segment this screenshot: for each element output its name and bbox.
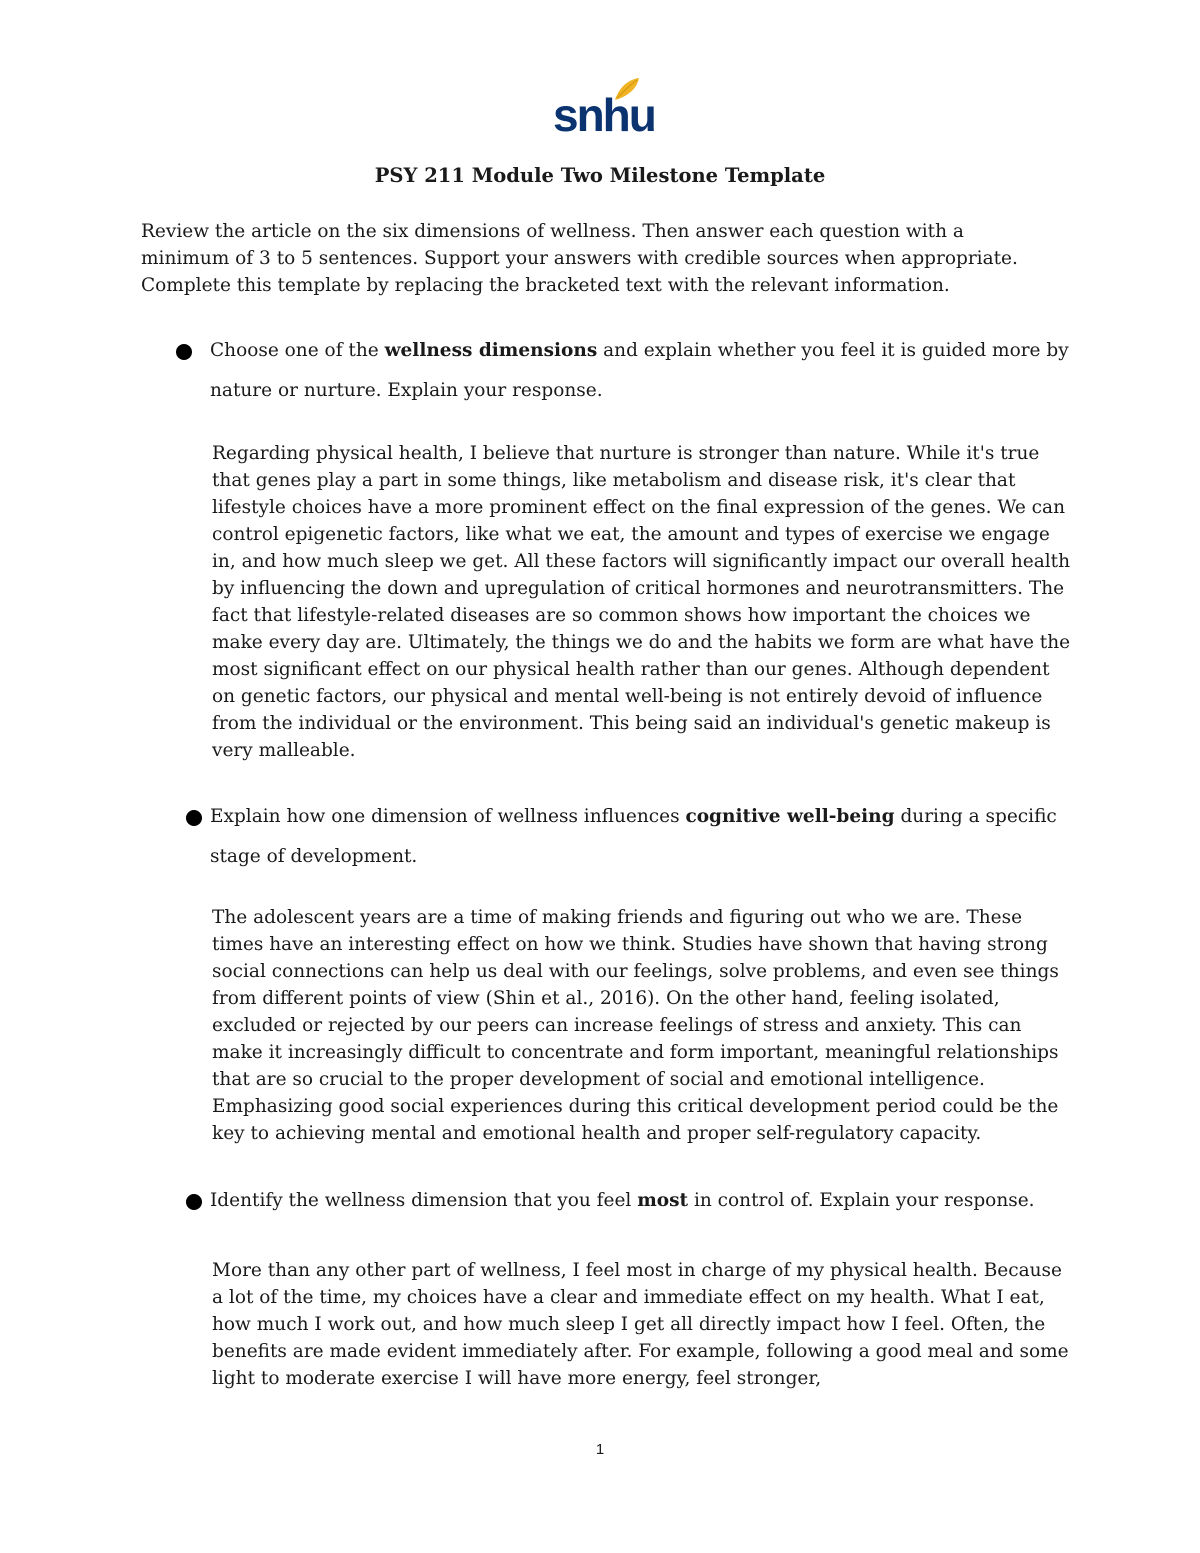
bullet-icon: [186, 1194, 202, 1210]
question-text: Choose one of the: [210, 340, 385, 361]
question-text: in control of. Explain your response.: [688, 1190, 1035, 1211]
intro-paragraph: Review the article on the six dimensions of wellness. Then answer each question with a minimum of 3 to 5 sentences. Support your answers with credible sources when appropriate. Complete this template by replacing the bracketed text with the relevant information.: [141, 221, 1018, 296]
logo-wordmark: snhu: [553, 89, 655, 141]
bullet-icon: [176, 344, 192, 360]
bullet-icon: [186, 810, 202, 826]
answer-3: More than any other part of wellness, I feel most in charge of my physical health. Because a lot of the time, my choices have a clear and immediate effect on my health. What I eat, how much I work out, and how much sleep I get all directly impact how I feel. Often, the benefits are made evident immediately after. For example, following a good meal and some light to moderate exercise I will have more energy, feel stronger,: [212, 1260, 1069, 1389]
answer-1: Regarding physical health, I believe that nurture is stronger than nature. While it's true that genes play a part in some things, like metabolism and disease risk, it's clear that lifestyle choices have a more prominent effect on the final expression of the genes. We can control epigenetic factors, like what we eat, the amount and types of exercise we engage in, and how much sleep we get. All these factors will significantly impact our overall health by influencing the down and upregulation of critical hormones and neurotransmitters. The fact that lifestyle-related diseases are so common shows how important the choices we make every day are. Ultimately, the things we do and the habits we form are what have the most significant effect on our physical health rather than our genes. Although dependent on genetic factors, our physical and mental well-being is not entirely devoid of influence from the individual or the environment. This being said an individual's genetic makeup is very malleable.: [212, 443, 1071, 761]
question-text: and explain whether you feel it is guided more by nature or nurture. Explain your response.: [210, 340, 1069, 401]
question-text: Explain how one dimension of wellness influences: [210, 806, 686, 827]
question-emphasis: wellness dimensions: [384, 340, 598, 361]
question-emphasis: cognitive well-being: [685, 806, 895, 827]
question-1: [210, 331, 1070, 411]
question-emphasis: most: [637, 1190, 689, 1211]
page-number: 1: [595, 1441, 605, 1458]
page-title: PSY 211 Module Two Milestone Template: [374, 164, 826, 187]
question-text: during a specific stage of development.: [210, 806, 1057, 867]
answer-2: The adolescent years are a time of making friends and figuring out who we are. These times have an interesting effect on how we think. Studies have shown that having strong social connections can help us deal with our feelings, solve problems, and even see things from different points of view (Shin et al., 2016). On the other hand, feeling isolated, excluded or rejected by our peers can increase feelings of stress and anxiety. This can make it increasingly difficult to concentrate and form important, meaningful relationships that are so crucial to the proper development of social and emotional intelligence. Emphasizing good social experiences during this critical development period could be the key to achieving mental and emotional health and proper self-regulatory capacity.: [212, 907, 1059, 1144]
question-text: Identify the wellness dimension that you feel: [210, 1190, 638, 1211]
question-3: [210, 1181, 1070, 1221]
question-2: [210, 797, 1070, 877]
snhu-logo: [553, 76, 655, 141]
